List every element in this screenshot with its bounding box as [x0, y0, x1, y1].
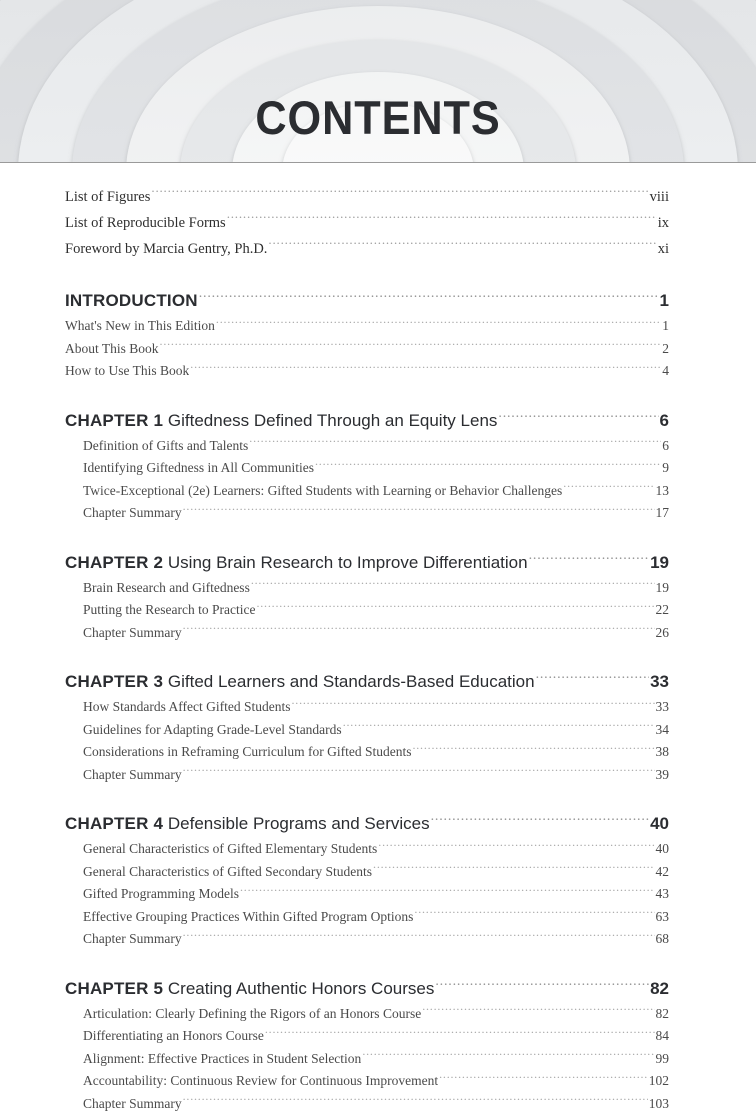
toc-entry-page: 38 [656, 741, 670, 764]
toc-entry-label: Chapter Summary [83, 622, 182, 645]
toc-entry-page: 63 [656, 906, 670, 929]
toc-section-page: 82 [650, 977, 669, 1001]
toc-section-label [65, 812, 430, 836]
toc-entry-page: 19 [656, 577, 670, 600]
toc-section-prefix: CHAPTER 1 [65, 411, 163, 430]
dot-leader [256, 602, 654, 614]
toc-entry[interactable] [83, 928, 669, 951]
toc-section [0, 289, 756, 383]
toc-section-prefix: CHAPTER 3 [65, 672, 163, 691]
toc-sections [0, 289, 756, 1115]
toc-entry-label: What's New in This Edition [65, 315, 215, 338]
toc-entry-page: 22 [656, 599, 670, 622]
toc-section-prefix: CHAPTER 5 [65, 979, 163, 998]
toc-section-heading[interactable] [65, 289, 669, 313]
toc-entry-label: List of Figures [65, 184, 150, 210]
dot-leader [227, 214, 657, 227]
dot-leader [160, 341, 662, 353]
dot-leader [151, 188, 648, 201]
front-matter-list [0, 163, 756, 262]
toc-section-label [65, 670, 535, 694]
toc-section-heading[interactable] [65, 551, 669, 575]
dot-leader [373, 864, 654, 876]
toc-entry-label: Differentiating an Honors Course [83, 1025, 264, 1048]
toc-entry-page: 13 [656, 480, 670, 503]
toc-entry[interactable] [83, 1093, 669, 1115]
toc-section-prefix: INTRODUCTION [65, 291, 198, 310]
toc-entry[interactable] [83, 435, 669, 458]
toc-section [0, 551, 756, 645]
toc-entry-page: 4 [662, 360, 669, 383]
toc-section-page: 6 [660, 409, 669, 433]
toc-entry-label: Effective Grouping Practices Within Gifted Program Options [83, 906, 413, 929]
toc-section-title: Giftedness Defined Through an Equity Lens [168, 411, 498, 430]
toc-entry-label: Chapter Summary [83, 928, 182, 951]
toc-entry[interactable] [65, 210, 669, 236]
dot-leader [190, 363, 661, 375]
toc-entry-page: 68 [656, 928, 670, 951]
toc-section [0, 409, 756, 525]
toc-entry[interactable] [83, 1070, 669, 1093]
toc-entry-label: Definition of Gifts and Talents [83, 435, 248, 458]
dot-leader [414, 909, 654, 921]
toc-entry-label: Gifted Programming Models [83, 883, 239, 906]
toc-entry[interactable] [83, 696, 669, 719]
dot-leader [268, 240, 656, 253]
toc-entry[interactable] [83, 622, 669, 645]
toc-entry-label: About This Book [65, 338, 159, 361]
toc-entry[interactable] [83, 599, 669, 622]
toc-section-prefix: CHAPTER 4 [65, 814, 163, 833]
toc-entry[interactable] [83, 861, 669, 884]
toc-entry-label: Identifying Giftedness in All Communities [83, 457, 314, 480]
toc-section-label [65, 289, 198, 313]
toc-section-title: Using Brain Research to Improve Differentiation [168, 553, 528, 572]
toc-entry-page: 2 [662, 338, 669, 361]
toc-entry-label: Alignment: Effective Practices in Student Selection [83, 1048, 361, 1071]
toc-entry[interactable] [83, 838, 669, 861]
toc-entry[interactable] [83, 577, 669, 600]
dot-leader [529, 554, 649, 568]
dot-leader [315, 460, 661, 472]
toc-entry-page: 39 [656, 764, 670, 787]
dot-leader [431, 815, 649, 829]
toc-section-page: 1 [660, 289, 669, 313]
toc-entry[interactable] [65, 315, 669, 338]
toc-section-page: 33 [650, 670, 669, 694]
dot-leader [183, 1096, 648, 1108]
toc-entry-page: 17 [656, 502, 670, 525]
dot-leader [216, 318, 661, 330]
toc-entry-label: General Characteristics of Gifted Elementary Students [83, 838, 377, 861]
toc-section-heading[interactable] [65, 812, 669, 836]
dot-leader [291, 699, 654, 711]
toc-section-heading[interactable] [65, 670, 669, 694]
toc-entry-label: Foreword by Marcia Gentry, Ph.D. [65, 236, 267, 262]
toc-entry-label: Chapter Summary [83, 1093, 182, 1115]
toc-entry-page: 26 [656, 622, 670, 645]
toc-entry-page: 43 [656, 883, 670, 906]
toc-section [0, 670, 756, 786]
toc-entry-label: How Standards Affect Gifted Students [83, 696, 290, 719]
toc-entry-page: 42 [656, 861, 670, 884]
toc-entry-page: 84 [656, 1025, 670, 1048]
toc-entry[interactable] [83, 906, 669, 929]
toc-entry[interactable] [83, 1003, 669, 1026]
dot-leader [183, 505, 655, 517]
dot-leader [412, 744, 654, 756]
toc-entry[interactable] [65, 360, 669, 383]
toc-section-heading[interactable] [65, 977, 669, 1001]
toc-entry[interactable] [65, 338, 669, 361]
dot-leader [265, 1028, 655, 1040]
toc-entry-label: Twice-Exceptional (2e) Learners: Gifted Students with Learning or Behavior Challenges [83, 480, 562, 503]
toc-entry-label: How to Use This Book [65, 360, 189, 383]
toc-entry[interactable] [83, 741, 669, 764]
toc-section-title: Defensible Programs and Services [168, 814, 430, 833]
toc-section-label [65, 977, 434, 1001]
toc-entry-page: viii [650, 184, 669, 210]
toc-entry-page: ix [658, 210, 669, 236]
dot-leader [498, 412, 658, 426]
toc-entry-page: 1 [662, 315, 669, 338]
table-of-contents [0, 163, 756, 1115]
toc-entry-label: General Characteristics of Gifted Secondary Students [83, 861, 372, 884]
toc-entry-page: 102 [649, 1070, 669, 1093]
toc-entry[interactable] [83, 480, 669, 503]
toc-entry-page: 82 [656, 1003, 670, 1026]
dot-leader [249, 438, 661, 450]
page-header [0, 0, 756, 163]
toc-entry-page: 99 [656, 1048, 670, 1071]
dot-leader [240, 886, 655, 898]
dot-leader [183, 931, 655, 943]
toc-entry-label: Articulation: Clearly Defining the Rigors of an Honors Course [83, 1003, 421, 1026]
dot-leader [435, 980, 649, 994]
toc-entry-page: 103 [649, 1093, 669, 1115]
toc-section-heading[interactable] [65, 409, 669, 433]
toc-section-page: 19 [650, 551, 669, 575]
dot-leader [251, 580, 655, 592]
toc-entry[interactable] [83, 883, 669, 906]
dot-leader [362, 1051, 654, 1063]
toc-entry-label: Guidelines for Adapting Grade-Level Standards [83, 719, 342, 742]
toc-section [0, 812, 756, 951]
dot-leader [378, 841, 654, 853]
toc-entry-page: 33 [656, 696, 670, 719]
toc-entry[interactable] [83, 1025, 669, 1048]
toc-entry-page: 34 [656, 719, 670, 742]
toc-entry-page: 6 [662, 435, 669, 458]
toc-section-prefix: CHAPTER 2 [65, 553, 163, 572]
toc-entry-label: Chapter Summary [83, 502, 182, 525]
toc-entry[interactable] [65, 184, 669, 210]
toc-entry[interactable] [65, 236, 669, 262]
toc-entry[interactable] [83, 719, 669, 742]
toc-section-label [65, 551, 528, 575]
toc-entry[interactable] [83, 1048, 669, 1071]
dot-leader [183, 767, 655, 779]
toc-entry-label: Accountability: Continuous Review for Continuous Improvement [83, 1070, 438, 1093]
toc-entry-label: Chapter Summary [83, 764, 182, 787]
toc-entry-label: Putting the Research to Practice [83, 599, 255, 622]
page-title: CONTENTS [30, 94, 726, 141]
toc-entry-page: xi [658, 236, 669, 262]
dot-leader [183, 625, 655, 637]
toc-entry-label: List of Reproducible Forms [65, 210, 226, 236]
dot-leader [536, 673, 650, 687]
toc-entry[interactable] [83, 457, 669, 480]
toc-section-title: Gifted Learners and Standards-Based Education [168, 672, 535, 691]
toc-entry-label: Brain Research and Giftedness [83, 577, 250, 600]
toc-entry-label: Considerations in Reframing Curriculum for Gifted Students [83, 741, 411, 764]
toc-section-label [65, 409, 497, 433]
dot-leader [563, 483, 654, 495]
dot-leader [422, 1006, 654, 1018]
toc-section-title: Creating Authentic Honors Courses [168, 979, 434, 998]
toc-entry-page: 9 [662, 457, 669, 480]
toc-entry[interactable] [83, 764, 669, 787]
toc-entry-page: 40 [656, 838, 670, 861]
dot-leader [199, 292, 659, 306]
dot-leader [439, 1073, 648, 1085]
toc-section [0, 977, 756, 1115]
toc-entry[interactable] [83, 502, 669, 525]
toc-section-page: 40 [650, 812, 669, 836]
dot-leader [343, 722, 655, 734]
